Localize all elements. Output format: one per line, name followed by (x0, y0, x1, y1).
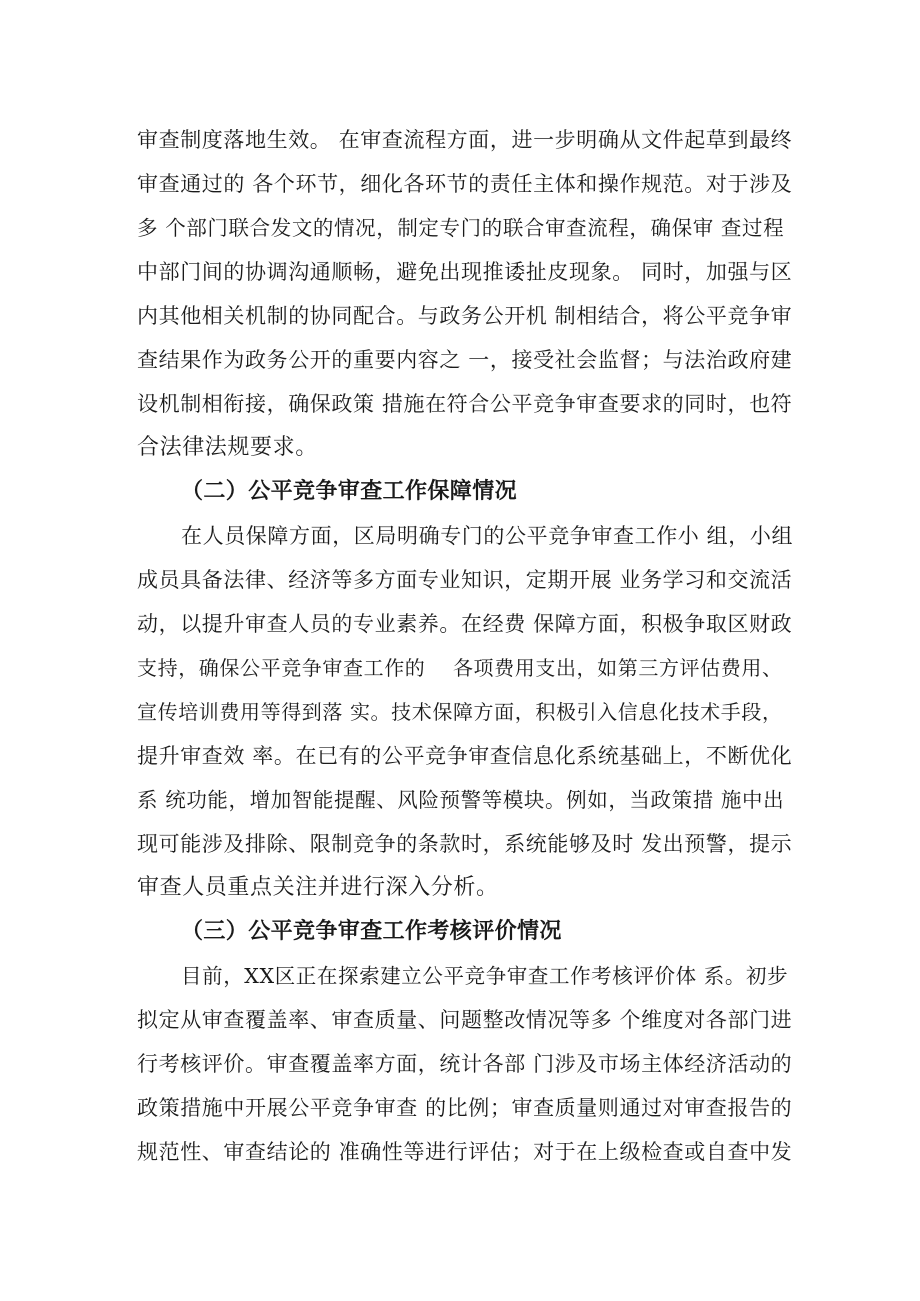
paragraph-first-line: 目前，XX区正在探索建立公平竞争审查工作考核评价体 系。初步 (181, 964, 789, 988)
body-line: 支持，确保公平竞争审查工作的 各项费用支出，如第三方评估费用、 (137, 656, 783, 680)
body-line: 拟定从审查覆盖率、审查质量、问题整改情况等多 个维度对各部门进 (137, 1008, 793, 1032)
body-line: 提升审查效 率。在已有的公平竞争审查信息化系统基础上，不断优化 (137, 744, 793, 768)
body-line: 规范性、审查结论的 准确性等进行评估；对于在上级检查或自查中发 (137, 1140, 793, 1164)
body-line: 宣传培训费用等得到落 实。技术保障方面，积极引入信息化技术手段， (137, 700, 783, 724)
body-line: 动，以提升审查人员的专业素养。在经费 保障方面，积极争取区财政 (137, 612, 793, 636)
body-line: 审查制度落地生效。 在审查流程方面，进一步明确从文件起草到最终 (137, 128, 793, 152)
body-line: 内其他相关机制的协同配合。与政务公开机 制相结合，将公平竞争审 (137, 304, 793, 328)
body-line: 审查通过的 各个环节，细化各环节的责任主体和操作规范。对于涉及 (137, 172, 793, 196)
paragraph-first-line: 在人员保障方面，区局明确专门的公平竞争审查工作小 组，小组 (181, 524, 794, 548)
body-line: 设机制相衔接，确保政策 措施在符合公平竞争审查要求的同时，也符 (137, 392, 793, 416)
body-line: 中部门间的协调沟通顺畅，避免出现推诿扯皮现象。 同时，加强与区 (137, 260, 793, 284)
body-line: 政策措施中开展公平竞争审查 的比例；审查质量则通过对审查报告的 (137, 1096, 793, 1120)
body-line: 查结果作为政务公开的重要内容之 一，接受社会监督；与法治政府建 (137, 348, 793, 372)
body-line: 系 统功能，增加智能提醒、风险预警等模块。例如，当政策措 施中出 (137, 788, 785, 812)
body-line: 行考核评价。审查覆盖率方面，统计各部 门涉及市场主体经济活动的 (137, 1052, 793, 1076)
body-line: 审查人员重点关注并进行深入分析。 (137, 875, 499, 900)
body-line: 成员具备法律、经济等多方面专业知识，定期开展 业务学习和交流活 (137, 568, 793, 592)
body-line: 多 个部门联合发文的情况，制定专门的联合审查流程，确保审 查过程 (137, 216, 785, 240)
document-body (137, 118, 797, 1174)
section-heading-2: （二）公平竞争审查工作保障情况 (181, 479, 518, 504)
body-line: 合法律法规要求。 (137, 435, 318, 460)
body-line: 现可能涉及排除、限制竞争的条款时，系统能够及时 发出预警，提示 (137, 832, 793, 856)
section-heading-3: （三）公平竞争审查工作考核评价情况 (181, 919, 562, 944)
